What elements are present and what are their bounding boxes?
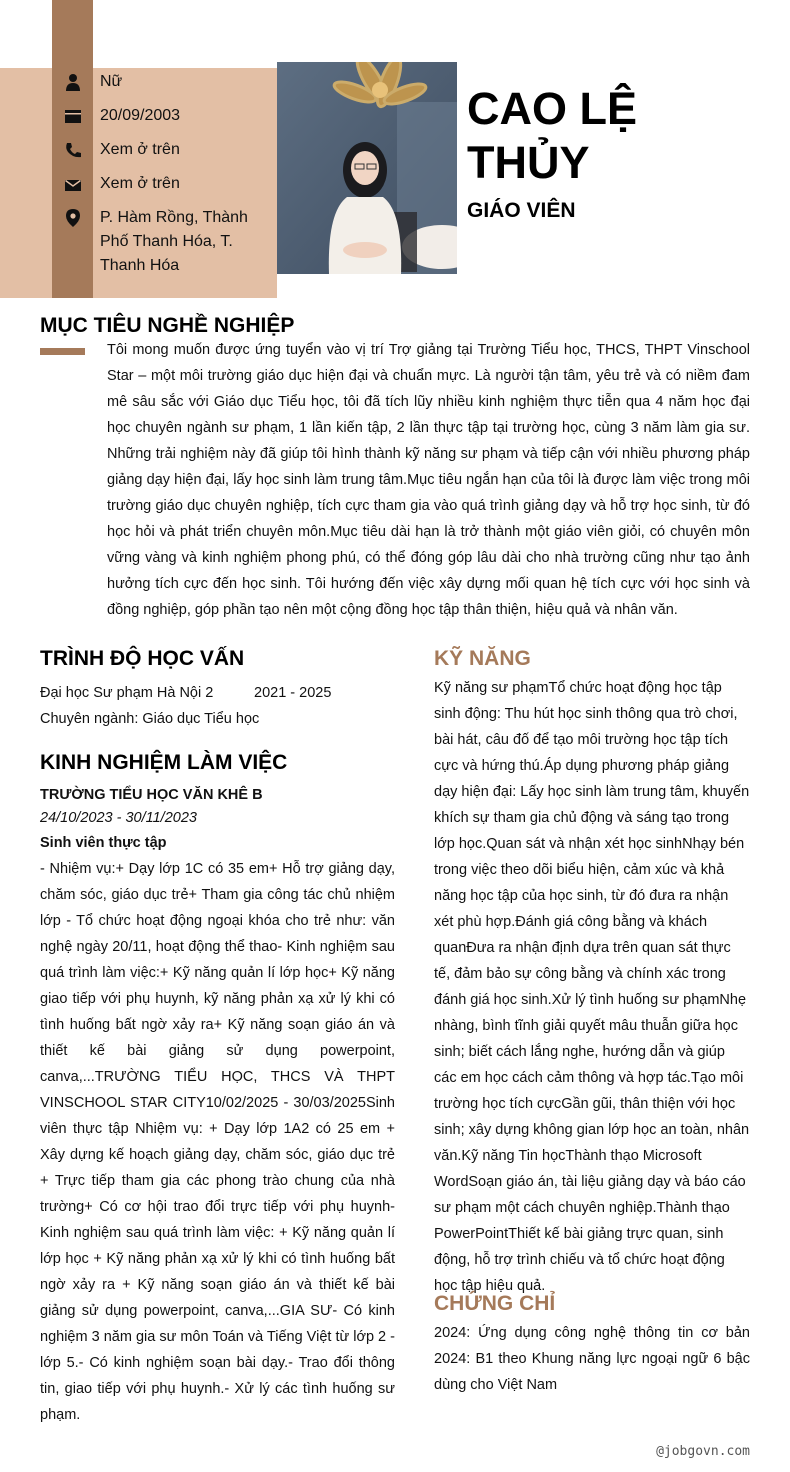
skills-text: Kỹ năng sư phạmTổ chức hoạt động học tập sinh động: Thu hút học sinh thông qua trò chơi, bài hát, câu đố để tạo môi trường học tập tích cực và hứng thú.Áp dụng phương pháp giảng dạy hiện đại: Lấy học sinh làm trung tâm, khuyến khích sự tham gia chủ động và sáng tạo trong lớp học.Quan sát và nhận xét học sinhNhạy bén trong việc theo dõi biểu hiện, cảm xúc và khả năng học tập của học sinh, từ đó đưa ra nhận xét phù hợp.Đánh giá công bằng và khách quanĐưa ra nhận định dựa trên quan sát thực tế, đảm bảo sự công bằng và chính xác trong đánh giá học sinh.Xử lý tình huống sư phạmNhẹ nhàng, bình tĩnh giải quyết mâu thuẫn giữa học sinh; biết cách lắng nghe, hướng dẫn và giúp các em học cách cảm thông và hợp tác.Tạo môi trường học tích cựcGần gũi, thân thiện với học sinh; xây dựng không gian lớp học an toàn, nhân văn.Kỹ năng Tin họcThành thạo Microsoft WordSoạn giáo án, tài liệu giảng dạy và báo cáo sư phạm một cách chuyên nghiệp.Thành thạo PowerPointThiết kế bài giảng trực quan, sinh động, hỗ trợ trình chiếu và tổ chức hoạt động học tập hiệu quả. (434, 680, 750, 1294)
education-major: Chuyên ngành: Giáo dục Tiểu học (40, 711, 260, 727)
calendar-icon (63, 106, 83, 126)
birthday-value: 20/09/2003 (100, 107, 181, 124)
education-title: TRÌNH ĐỘ HỌC VẤN (40, 647, 245, 670)
certificates-title: CHỨNG CHỈ (434, 1292, 556, 1315)
candidate-name: CAO LỆ THỦY (467, 83, 638, 188)
profile-photo (277, 62, 457, 274)
user-icon (63, 72, 83, 92)
skills-title: KỸ NĂNG (434, 647, 531, 670)
objective-text: Tôi mong muốn được ứng tuyển vào vị trí Trợ giảng tại Trường Tiểu học, THCS, THPT Vinschool Star – một môi trường giáo dục hiện đại và chuẩn mực. Là người tận tâm, yêu trẻ và có niềm đam mê sâu sắc với Giáo dục Tiểu học, tôi đã tích lũy nhiều kinh nghiệm thực tiễn qua 4 năm học đại học chuyên ngành sư phạm, 1 lần kiến tập, 2 lần thực tập tại trường học, cùng 3 năm làm gia sư. Những trải nghiệm này đã giúp tôi hình thành kỹ năng sư phạm và tiếp cận với nhiều phương pháp giảng dạy hiện đại, lấy học sinh làm trung tâm.Mục tiêu ngắn hạn của tôi là được làm việc trong môi trường giáo dục chuyên nghiệp, tích cực tham gia vào quá trình giảng dạy và hỗ trợ học sinh, từ đó học hỏi và phát triển chuyên môn.Mục tiêu dài hạn là trở thành một giáo viên giỏi, có chuyên môn vững vàng và kinh nghiệm phong phú, có thể đóng góp lâu dài cho nhà trường cũng như tạo ảnh hưởng tích cực đến học sinh. Tôi hướng đến việc xây dựng mối quan hệ tích cực với học sinh và đồng nghiệp, góp phần tạo nên một cộng đồng học tập thân thiện, hiệu quả và nhân văn. (107, 342, 750, 618)
phone-value: Xem ở trên (100, 141, 180, 158)
experience-description: - Nhiệm vụ:+ Dạy lớp 1C có 35 em+ Hỗ trợ giảng dạy, chăm sóc, giáo dục trẻ+ Tham gia công tác chủ nhiệm lớp - Tổ chức hoạt động ngoại khóa cho trẻ như: văn nghệ ngày 20/11, hoạt động thể thao- Kinh nghiệm sau quá trình làm việc:+ Kỹ năng quản lí lớp học+ Kỹ năng giao tiếp với phụ huynh, kỹ năng phản xạ xử lý khi có tình huống bất ngờ xảy ra+ Kỹ năng soạn giáo án và thiết kế bài giảng sử dụng powerpoint, canva,...TRƯỜNG TIỂU HỌC, THCS VÀ THPT VINSCHOOL STAR CITY10/02/2025 - 30/03/2025Sinh viên thực tập Nhiệm vụ: + Dạy lớp 1A2 có 25 em + Xây dựng kế hoạch giảng dạy, chăm sóc, giáo dục trẻ + Trực tiếp tham gia các phong trào chung của nhà trường+ Có cơ hội trao đổi trực tiếp với phụ huynh- Kinh nghiệm sau quá trình làm việc: + Kỹ năng quản lí lớp học + Kỹ năng phản xạ xử lý khi có tình huống bất ngờ xảy ra + Kỹ năng soạn giáo án và thiết kế bài giảng sử dụng powerpoint, canva,...GIA SƯ- Có kinh nghiệm 3 năm gia sư môn Toán và Tiếng Việt từ lớp 2 - lớp 5.- Có kinh nghiệm soạn bài dạy.- Trao đổi thông tin, giao tiếp với phụ huynh.- Xử lý các tình huống sư phạm. (40, 861, 395, 1423)
job-title: GIÁO VIÊN (467, 199, 576, 222)
location-pin-icon (63, 208, 83, 228)
experience-title: KINH NGHIỆM LÀM VIỆC (40, 751, 288, 774)
experience-company: TRƯỜNG TIỂU HỌC VĂN KHÊ B (40, 787, 263, 803)
phone-icon (63, 140, 83, 160)
gender-value: Nữ (100, 73, 123, 90)
education-school: Đại học Sư phạm Hà Nội 2 (40, 685, 214, 701)
address-value: P. Hàm Rồng, Thành Phố Thanh Hóa, T. Thanh Hóa (100, 209, 248, 274)
experience-period: 24/10/2023 - 30/11/2023 (40, 810, 197, 826)
certificates-text: 2024: Ứng dụng công nghệ thông tin cơ bản 2024: B1 theo Khung năng lực ngoại ngữ 6 bậc dùng cho Việt Nam (434, 1325, 750, 1393)
objective-accent-bar (40, 348, 85, 355)
mail-icon (63, 175, 83, 195)
watermark: @jobgovn.com (656, 1444, 750, 1459)
email-value: Xem ở trên (100, 175, 180, 192)
experience-position: Sinh viên thực tập (40, 835, 167, 851)
education-years: 2021 - 2025 (254, 685, 332, 701)
objective-title: MỤC TIÊU NGHỀ NGHIỆP (40, 314, 295, 337)
